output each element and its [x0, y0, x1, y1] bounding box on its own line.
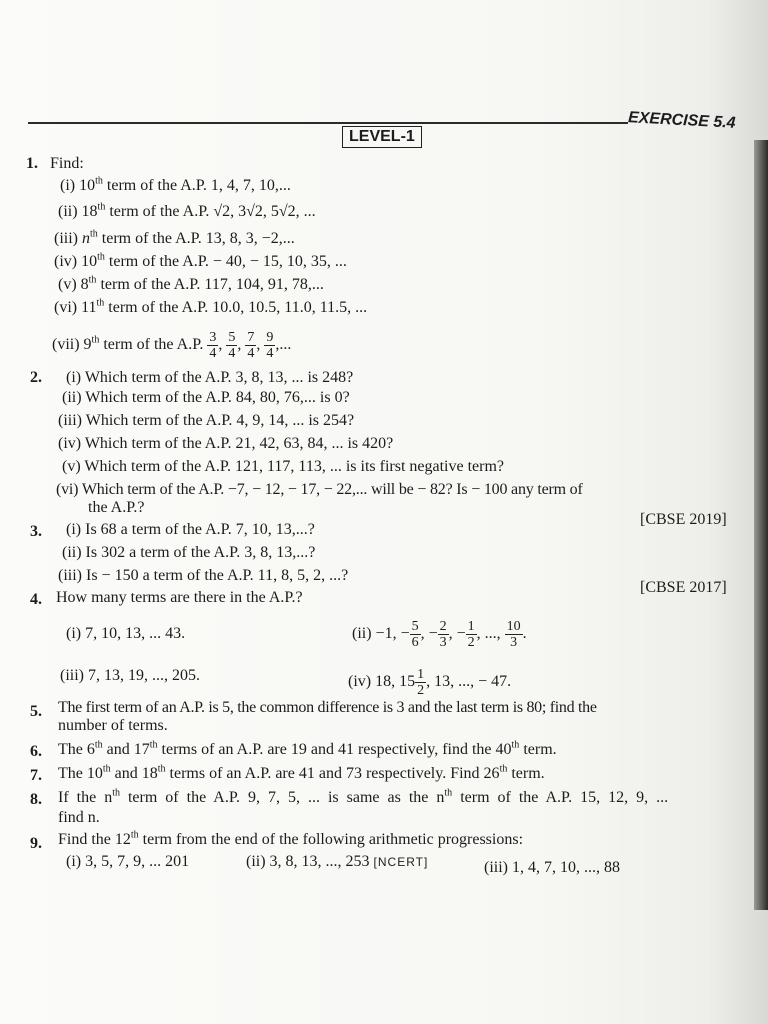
q2-v: (v) Which term of the A.P. 121, 117, 113, ... is its first negative term? — [62, 458, 505, 475]
q7-text: The 10th and 18th terms of an A.P. are 41 and 73 respectively. Find 26th term. — [58, 763, 545, 782]
q9-ii: (ii) 3, 8, 13, ..., 253 [NCERT] — [246, 853, 429, 870]
q4-ii: (ii) −1, − $\frac{5}{6}$ , − $\frac{2}{3}$ , − $\frac{1}{2}$ , ..., $\frac{10}{3}$ . — [352, 618, 527, 650]
page-binding-edge — [754, 140, 768, 910]
q1-iv: (iv) 10th term of the A.P. − 40, − 15, 10, 35, ... — [54, 251, 347, 270]
q2-source: [CBSE 2019] — [640, 511, 727, 528]
q1-i: (i) 10th term of the A.P. 1, 4, 7, 10,... — [60, 175, 291, 194]
q5-number: 5. — [30, 703, 42, 720]
q1-vii: (vii) 9th term of the A.P. $\frac{3}{4}$ , $\frac{5}{4}$ , $\frac{7}{4}$ , $\frac{9}{4}$ ,... — [52, 329, 292, 361]
q8-text: If the $n^{th}$ term of the A.P. 9, 7, 5, ... is same as the $n^{th}$ term of the A.P. 15, 12, 9, ... — [58, 787, 669, 806]
q1-vi: (vi) 11th term of the A.P. 10.0, 10.5, 11.0, 11.5, ... — [54, 297, 368, 316]
q4-iv: (iv) 18, 15 $\frac{1}{2}$ , 13, ..., − 47. — [348, 666, 512, 698]
q3-i: (i) Is 68 a term of the A.P. 7, 10, 13,...? — [66, 521, 315, 538]
q5-line1: The first term of an A.P. is 5, the common difference is 3 and the last term is 80; find the — [58, 699, 597, 716]
level-box: LEVEL-1 — [342, 126, 422, 148]
exercise-label: EXERCISE 5.4 — [627, 109, 737, 132]
q8-number: 8. — [30, 791, 42, 808]
q2-iv: (iv) Which term of the A.P. 21, 42, 63, 84, ... is 420? — [58, 435, 394, 452]
q8-line2: find n. — [58, 809, 100, 826]
q9-i: (i) 3, 5, 7, 9, ... 201 — [66, 853, 190, 870]
q9-iii: (iii) 1, 4, 7, 10, ..., 88 — [484, 859, 620, 876]
q7-number: 7. — [30, 767, 42, 784]
q2-number: 2. — [30, 369, 42, 386]
q3-number: 3. — [30, 523, 42, 540]
q4-title: How many terms are there in the A.P.? — [56, 589, 303, 606]
q6-number: 6. — [30, 743, 42, 760]
header-rule — [28, 122, 628, 124]
q4-iii: (iii) 7, 13, 19, ..., 205. — [60, 667, 200, 684]
q2-vi: (vi) Which term of the A.P. −7, − 12, − 17, − 22,... will be − 82? Is − 100 any term of — [56, 481, 583, 498]
q2-ii: (ii) Which term of the A.P. 84, 80, 76,... is 0? — [62, 389, 350, 406]
q1-title: Find: — [50, 155, 84, 172]
q1-number: 1. — [26, 155, 38, 172]
q1-iii: (iii) $n^{th}$ term of the A.P. 13, 8, 3, −2,... — [54, 228, 295, 247]
q4-i: (i) 7, 10, 13, ... 43. — [66, 625, 186, 642]
q1-v: (v) 8th term of the A.P. 117, 104, 91, 78,... — [58, 274, 324, 293]
q5-line2: number of terms. — [58, 717, 168, 734]
q9-title: Find the 12th term from the end of the following arithmetic progressions: — [58, 829, 524, 848]
q2-i: (i) Which term of the A.P. 3, 8, 13, ... is 248? — [66, 369, 354, 386]
q2-iii: (iii) Which term of the A.P. 4, 9, 14, ... is 254? — [58, 412, 355, 429]
q6-text: The 6th and 17th terms of an A.P. are 19 and 41 respectively, find the 40th term. — [58, 739, 557, 758]
q3-ii: (ii) Is 302 a term of the A.P. 3, 8, 13,...? — [62, 544, 316, 561]
q3-iii: (iii) Is − 150 a term of the A.P. 11, 8, 5, 2, ...? — [58, 567, 349, 584]
q3-source: [CBSE 2017] — [640, 579, 727, 596]
q2-vi-continued: the A.P.? — [88, 499, 145, 516]
q1-ii: (ii) 18th term of the A.P. √2, 3√2, 5√2, ... — [58, 201, 316, 220]
q9-number: 9. — [30, 835, 42, 852]
q4-number: 4. — [30, 591, 42, 608]
